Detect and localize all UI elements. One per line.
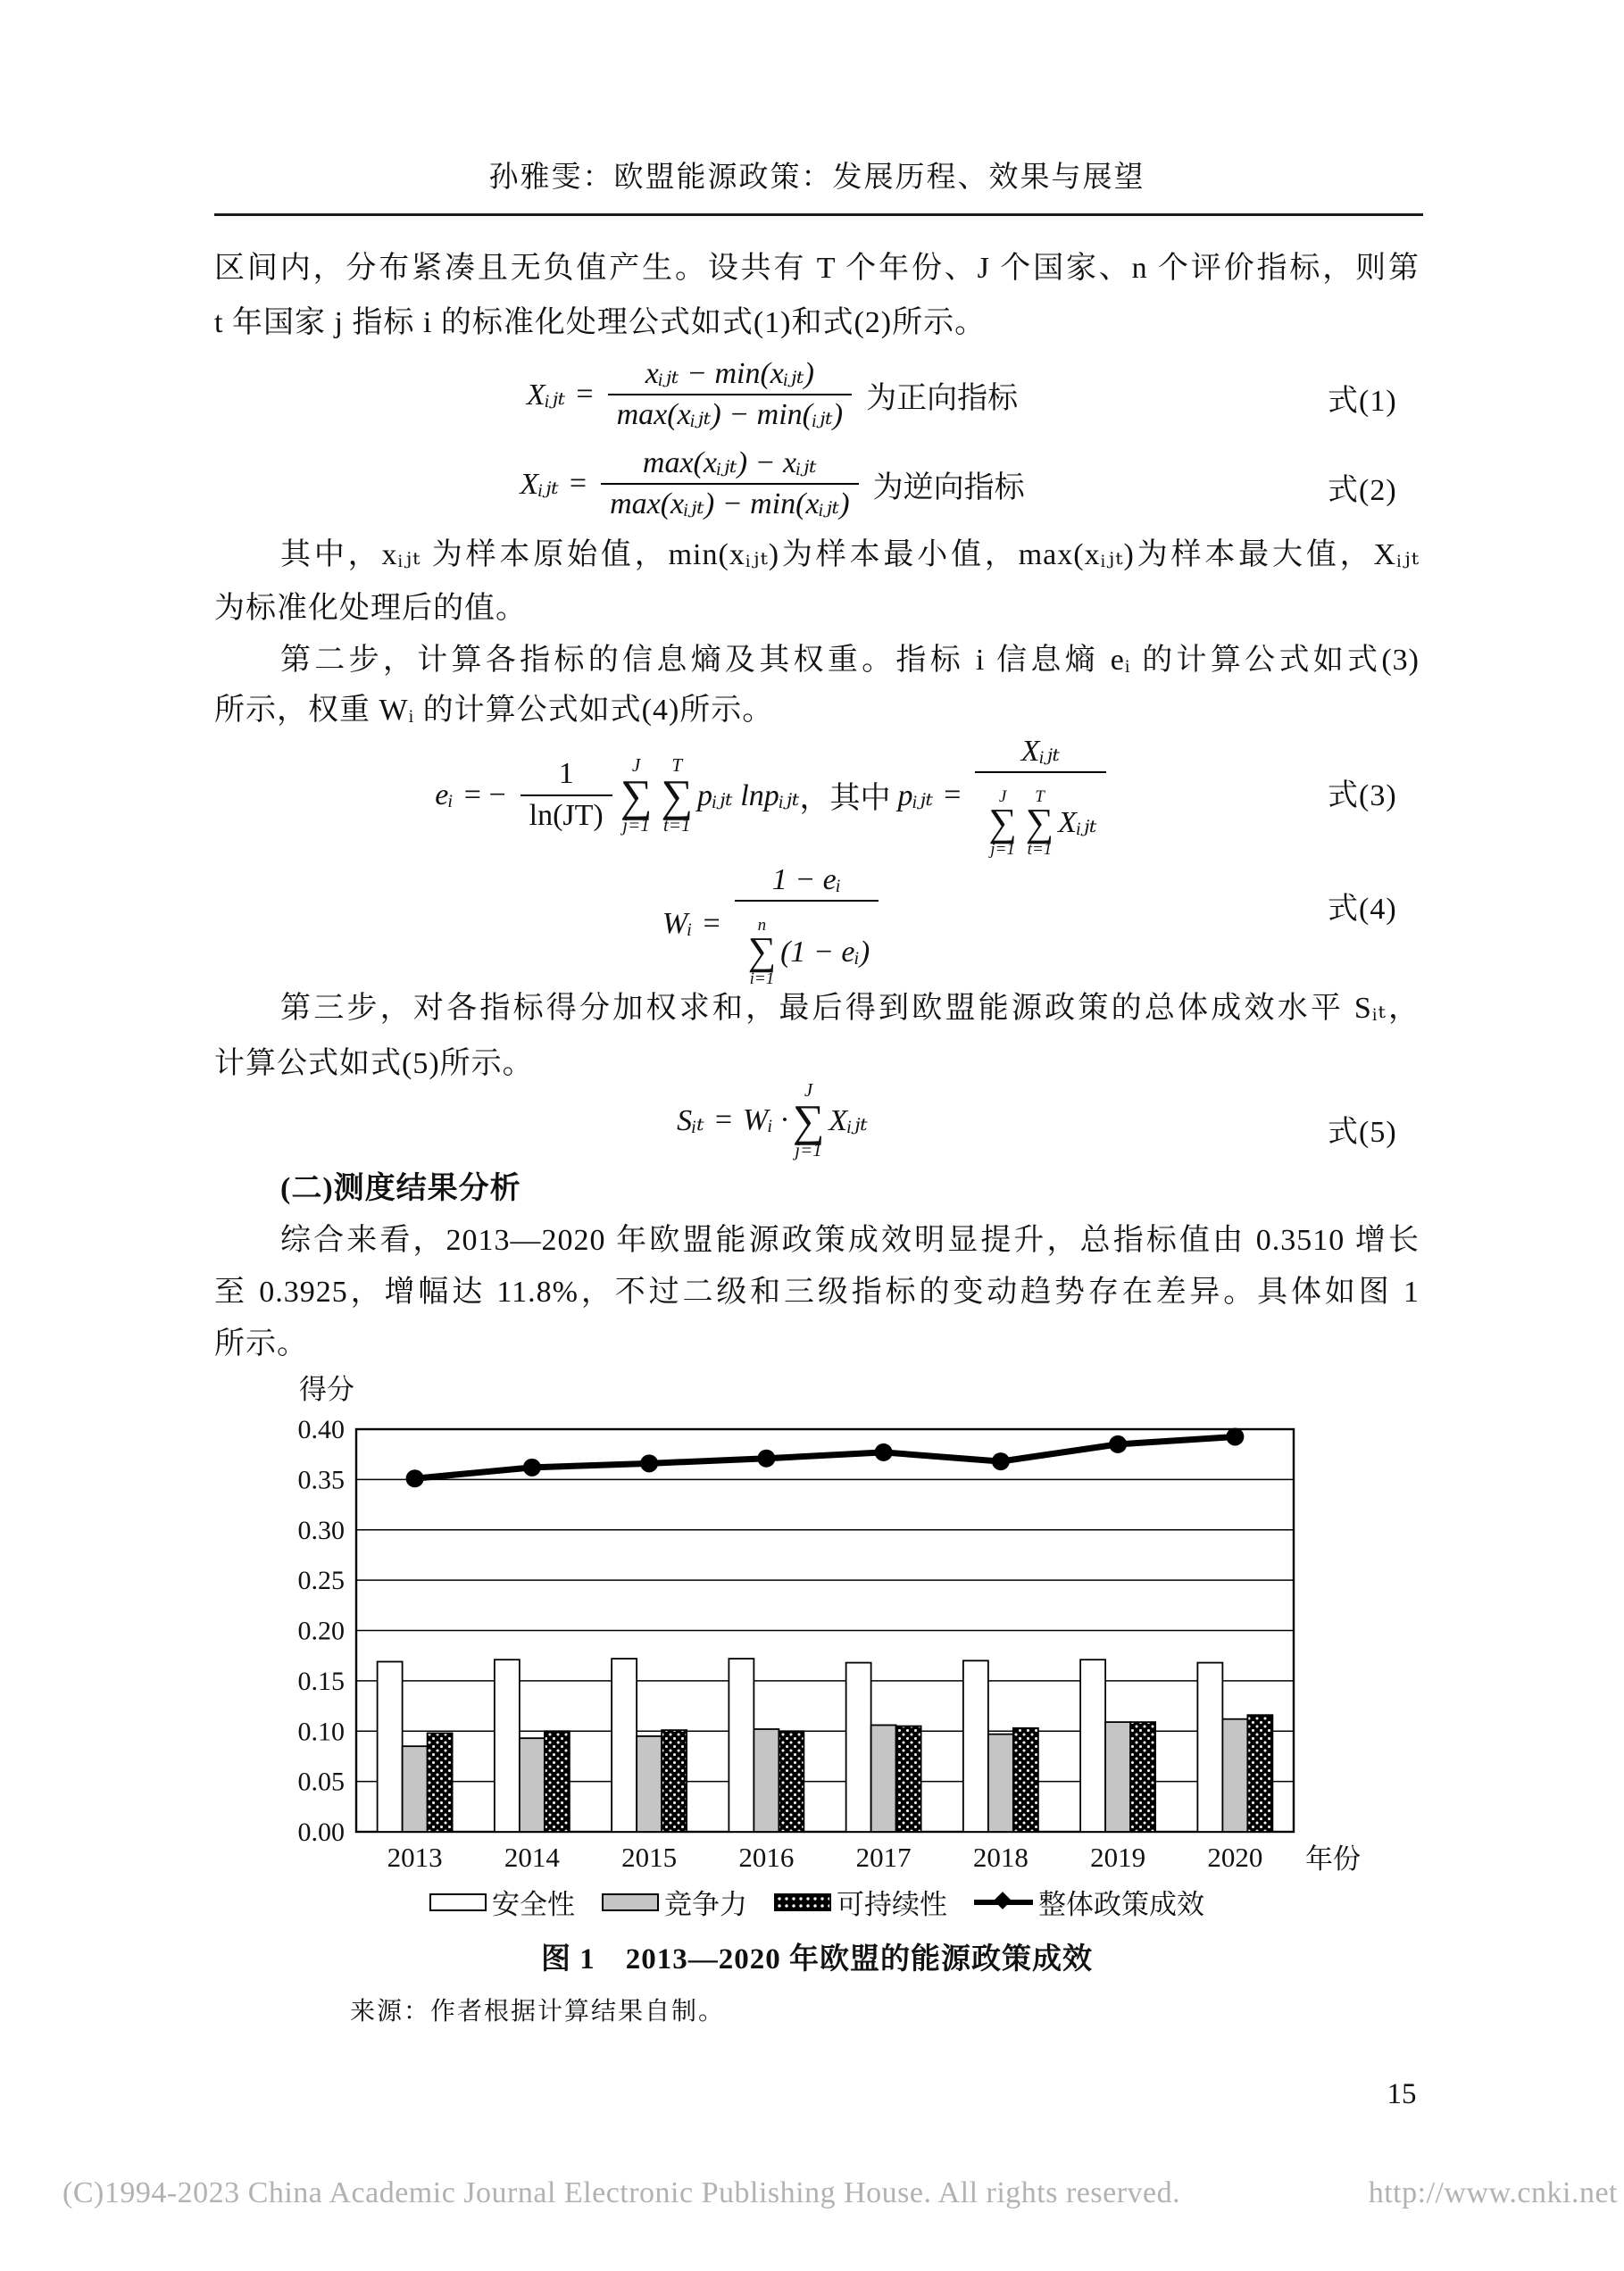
sustainability-bar-swatch-icon	[774, 1893, 831, 1911]
body-line: 所示。	[214, 1327, 308, 1360]
formula-1	[214, 348, 1330, 441]
body-line: 第三步，对各指标得分加权求和，最后得到欧盟能源政策的总体成效水平 Sᵢₜ，	[280, 992, 1420, 1025]
security-bar-swatch-icon	[429, 1893, 487, 1911]
formula-5	[214, 1076, 1330, 1165]
figure-caption: 图 1 2013—2020 年欧盟的能源政策成效	[541, 1943, 1093, 1976]
sum-operator: J ∑ j=1	[988, 786, 1017, 860]
formula-lhs: Sᵢₜ	[677, 1104, 704, 1137]
footer-url: http://www.cnki.net	[1368, 2176, 1618, 2209]
body-line: 综合来看，2013—2020 年欧盟能源政策成效明显提升，总指标值由 0.3510 增长	[280, 1224, 1420, 1257]
svg-text:0.40: 0.40	[297, 1415, 345, 1444]
formula-term: Xᵢⱼₜ	[829, 1104, 868, 1137]
formula-2-label: 式(2)	[1328, 474, 1397, 507]
svg-text:2017: 2017	[855, 1842, 912, 1873]
legend-item-sustainability	[774, 1882, 947, 1922]
formula-tail: 为逆向指标	[872, 470, 1025, 504]
body-line: 第二步，计算各指标的信息熵及其权重。指标 i 信息熵 eᵢ 的计算公式如式(3)	[280, 644, 1420, 677]
formula-term: pᵢⱼₜ lnpᵢⱼₜ	[697, 778, 800, 812]
sigma-icon: ∑	[988, 800, 1017, 844]
svg-text:得分: 得分	[299, 1375, 354, 1405]
sigma-icon: ∑	[747, 929, 777, 974]
legend-item-competitiveness	[602, 1882, 747, 1922]
svg-text:0.25: 0.25	[297, 1566, 345, 1596]
body-line: 为标准化处理后的值。	[214, 592, 527, 625]
sigma-icon: ∑	[620, 769, 653, 820]
formula-1-label: 式(1)	[1328, 385, 1397, 418]
svg-text:0.20: 0.20	[297, 1616, 345, 1646]
legend-label: 安全性	[492, 1889, 575, 1920]
svg-text:0.35: 0.35	[297, 1465, 345, 1495]
sigma-icon: ∑	[661, 769, 694, 820]
header-title: 孙雅雯：欧盟能源政策：发展历程、效果与展望	[488, 162, 1145, 194]
fraction: $\frac{\text{max(xᵢⱼₜ) − xᵢⱼₜ}}{\text{max(xᵢⱼₜ) − min(xᵢⱼₜ)}}$	[601, 444, 859, 524]
body-line: t 年国家 j 指标 i 的标准化处理公式如式(1)和式(2)所示。	[214, 306, 987, 339]
equals-sign: =	[576, 378, 594, 411]
page-number: 15	[1387, 2078, 1417, 2110]
formula-lhs: Xᵢⱼₜ	[520, 468, 559, 501]
equals-sign: =	[569, 467, 587, 500]
sigma-icon: ∑	[792, 1095, 825, 1145]
svg-text:年份: 年份	[1305, 1843, 1361, 1875]
line-diamond-marker-icon	[974, 1892, 1033, 1911]
formula-2	[214, 437, 1330, 530]
svg-text:0.10: 0.10	[297, 1717, 345, 1747]
formula-5-label: 式(5)	[1328, 1116, 1397, 1149]
formula-text: ，其中	[799, 782, 891, 815]
competitiveness-bar-swatch-icon	[602, 1893, 659, 1911]
footer	[62, 2176, 1618, 2210]
svg-text:0.05: 0.05	[297, 1767, 345, 1797]
sum-operator: T ∑ t=1	[1025, 786, 1054, 860]
formula-4-label: 式(4)	[1328, 893, 1397, 926]
section-heading: (二)测度结果分析	[280, 1172, 521, 1205]
fraction: 1 − eᵢ n ∑ i=1 (1 − eᵢ)	[735, 861, 879, 987]
formula-term: pᵢⱼₜ	[897, 778, 934, 812]
formula-lhs: Xᵢⱼₜ	[526, 378, 566, 412]
legend-item-security	[429, 1882, 575, 1922]
equals-sign: =	[714, 1103, 733, 1136]
equals-sign: =	[703, 907, 720, 940]
body-line: 至 0.3925，增幅达 11.8%，不过二级和三级指标的变动趋势存在差异。具体如图 1	[214, 1276, 1420, 1309]
equals-sign: = −	[463, 778, 506, 811]
fraction: $\frac{1}{\ln(JT)}$	[521, 754, 612, 835]
svg-text:0.00: 0.00	[297, 1818, 345, 1847]
svg-text:2013: 2013	[387, 1842, 443, 1873]
svg-text:2015: 2015	[621, 1842, 678, 1873]
body-line: 计算公式如式(5)所示。	[214, 1047, 534, 1080]
header-rule	[214, 213, 1423, 216]
footer-copyright: (C)1994-2023 China Academic Journal Electronic Publishing House. All rights reserved.	[62, 2176, 1181, 2209]
legend-item-overall	[974, 1882, 1204, 1922]
sigma-icon: ∑	[1025, 800, 1054, 844]
body-line: 其中，xᵢⱼₜ 为样本原始值，min(xᵢⱼₜ)为样本最小值，max(xᵢⱼₜ)为样本最大值，Xᵢⱼₜ	[280, 538, 1420, 571]
sum-operator: n ∑ i=1	[747, 916, 777, 988]
sum-operator: J ∑ j=1	[792, 1079, 825, 1160]
chart-legend	[214, 1882, 1420, 1922]
figure-source-note: 来源：作者根据计算结果自制。	[350, 1998, 726, 2026]
formula-term: Wᵢ ·	[743, 1103, 788, 1136]
svg-text:2018: 2018	[972, 1842, 1029, 1873]
formula-lhs: Wᵢ	[662, 907, 693, 940]
formula-tail: 为正向指标	[866, 381, 1019, 415]
legend-label: 整体政策成效	[1038, 1889, 1204, 1920]
svg-text:2014: 2014	[504, 1842, 560, 1873]
formula-4	[214, 861, 1330, 986]
svg-text:2019: 2019	[1090, 1842, 1146, 1873]
svg-text:2020: 2020	[1207, 1842, 1263, 1873]
svg-text:2016: 2016	[738, 1842, 795, 1873]
formula-3	[214, 730, 1330, 860]
sum-operator: J ∑ j=1	[620, 753, 653, 836]
legend-label: 竞争力	[664, 1889, 747, 1920]
svg-text:0.15: 0.15	[297, 1666, 345, 1696]
formula-3-label: 式(3)	[1328, 779, 1397, 812]
legend-label: 可持续性	[837, 1889, 947, 1920]
formula-lhs: eᵢ	[435, 778, 454, 811]
fraction: $\frac{\text{xᵢⱼₜ − min(xᵢⱼₜ)}}{\text{max(xᵢⱼₜ) − min(ᵢⱼₜ)}}$	[608, 354, 852, 435]
sum-operator: T ∑ t=1	[661, 753, 694, 836]
body-line: 区间内，分布紧凑且无负值产生。设共有 T 个年份、J 个国家、n 个评价指标，则第	[214, 252, 1420, 285]
figure-chart-svg	[214, 1375, 1384, 1875]
body-line: 所示，权重 Wᵢ 的计算公式如式(4)所示。	[214, 694, 774, 727]
svg-text:0.30: 0.30	[297, 1515, 345, 1545]
fraction: Xᵢⱼₜ J ∑ j=1 T ∑ t=1 Xᵢⱼₜ	[975, 732, 1105, 859]
figure-chart	[214, 1375, 1384, 1875]
equals-sign: =	[944, 778, 962, 811]
